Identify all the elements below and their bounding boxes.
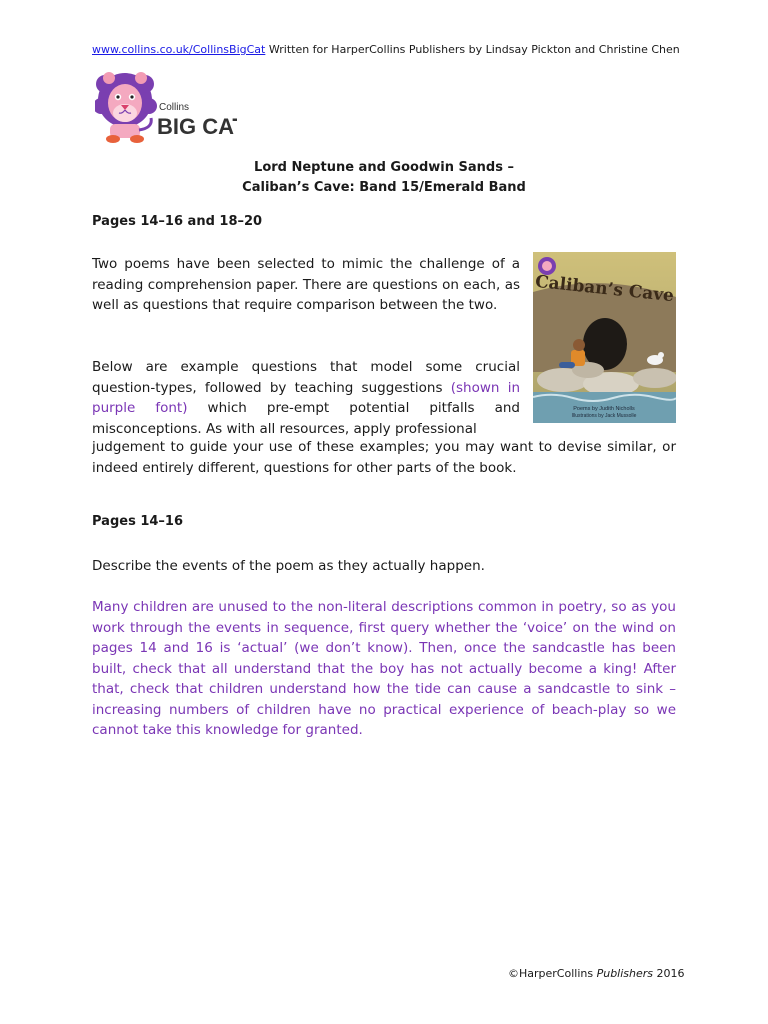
method-paragraph bbox=[92, 357, 520, 439]
title-line-1: Lord Neptune and Goodwin Sands – bbox=[254, 160, 514, 175]
section-heading-2: Pages 14–16 bbox=[92, 514, 184, 529]
method-text-1: Below are example questions that model some crucial question-types, followed by teaching suggestions bbox=[92, 359, 520, 396]
collins-big-cat-logo bbox=[95, 66, 237, 146]
cover-credit-2: Illustrations by Jack Mussolle bbox=[571, 413, 637, 419]
purple-font-note: (shown in purple font) bbox=[92, 379, 520, 416]
calibans-cave-book-cover bbox=[533, 252, 676, 423]
book-cover-image bbox=[533, 252, 676, 423]
method-text-2: which pre-empt potential pitfalls and misconceptions. As with all resources, apply professional bbox=[92, 400, 520, 437]
lion-logo-icon bbox=[95, 66, 237, 146]
teaching-guidance: Many children are unused to the non-literal descriptions common in poetry, so as you work through the events in sequence, first query whether the ‘voice’ on the wind on pages 14 and 16 is ‘actual’ (we don’t know). Then, once the sandcastle has been built, check that all understand that the boy has not actually become a king! After that, check that children understand how the tide can cause a sandcastle to sink – increasing numbers of children have no practical experience of beach-play so we cannot take this knowledge for granted. bbox=[92, 599, 676, 738]
footer-prefix: ©HarperCollins bbox=[508, 967, 597, 980]
cover-credit-1: Poems by Judith Nicholls bbox=[573, 406, 635, 412]
collins-big-cat-link[interactable]: www.collins.co.uk/CollinsBigCat bbox=[92, 43, 266, 56]
intro-paragraph: Two poems have been selected to mimic the challenge of a reading comprehension paper. There are questions on each, as well as questions that require comparison between the two. bbox=[92, 256, 520, 313]
document-title bbox=[92, 158, 676, 198]
logo-brand-big: BIG CAT bbox=[157, 114, 237, 139]
question-text: Describe the events of the poem as they actually happen. bbox=[92, 558, 485, 574]
logo-brand-small: Collins bbox=[159, 102, 190, 113]
header-credit: Written for HarperCollins Publishers by Lindsay Pickton and Christine Chen bbox=[268, 43, 680, 56]
copyright-footer bbox=[508, 967, 685, 980]
header-line bbox=[92, 43, 692, 56]
cover-title: Caliban’s Cave bbox=[534, 271, 675, 307]
method-paragraph-continued: judgement to guide your use of these examples; you may want to devise similar, or indeed entirely different, questions for other parts of the book. bbox=[92, 439, 676, 476]
section-heading-1: Pages 14–16 and 18–20 bbox=[92, 214, 263, 229]
title-line-2: Caliban’s Cave: Band 15/Emerald Band bbox=[242, 180, 526, 195]
footer-year: 2016 bbox=[653, 967, 685, 980]
footer-publishers: Publishers bbox=[596, 967, 654, 980]
